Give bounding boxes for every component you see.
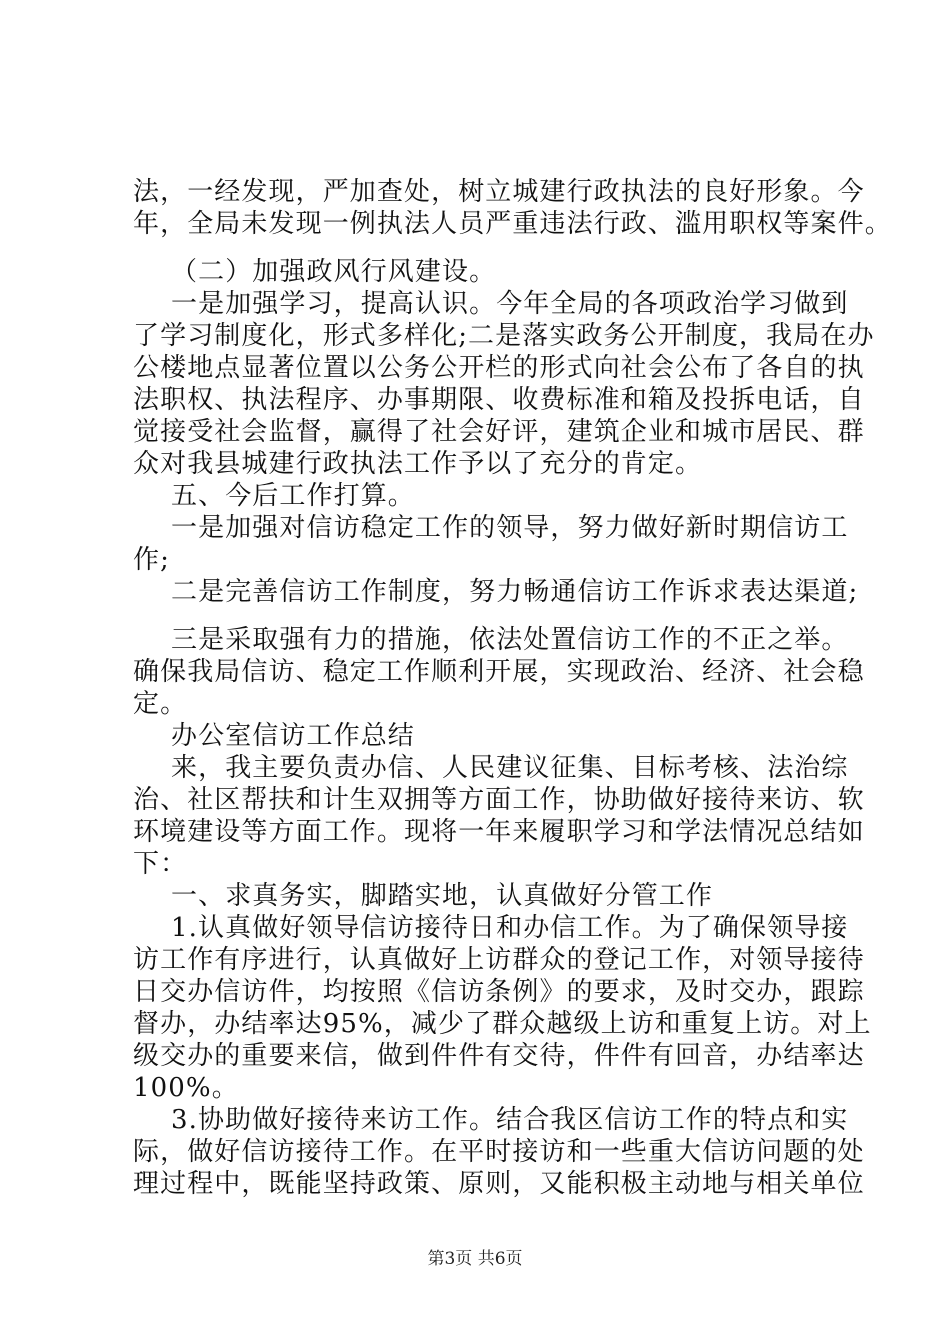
document-body [133,176,892,1200]
text-line: 公楼地点显著位置以公务公开栏的形式向社会公布了各自的执 [133,353,865,383]
text-line: 一是加强学习，提高认识。今年全局的各项政治学习做到 [171,289,849,319]
text-line: 三是采取强有力的措施，依法处置信访工作的不正之举。 [171,625,849,655]
paragraph-gap [133,608,833,624]
text-line: 下： [133,849,188,879]
text-line: 100%。 [133,1073,239,1103]
text-line: 定。 [133,689,188,719]
text-line: 环境建设等方面工作。现将一年来履职学习和学法情况总结如 [133,817,865,847]
section-title: 办公室信访工作总结 [171,721,415,751]
text-line: 治、社区帮扶和计生双拥等方面工作，协助做好接待来访、软 [133,785,865,815]
text-line: 法职权、执法程序、办事期限、收费标准和箱及投拆电话，自 [133,385,865,415]
section-heading: 五、今后工作打算。 [171,481,415,511]
text-line: 觉接受社会监督，赢得了社会好评，建筑企业和城市居民、群 [133,417,865,447]
section-heading: 一、求真务实，脚踏实地，认真做好分管工作 [171,881,714,911]
text-line: 一是加强对信访稳定工作的领导，努力做好新时期信访工 [171,513,849,543]
text-line: 督办，办结率达95%，减少了群众越级上访和重复上访。对上 [133,1009,872,1039]
text-line: 1.认真做好领导信访接待日和办信工作。为了确保领导接 [171,913,849,943]
section-heading: （二）加强政风行风建设。 [171,257,497,287]
text-line: 年，全局未发现一例执法人员严重违法行政、滥用职权等案件。 [133,209,892,239]
text-line: 访工作有序进行，认真做好上访群众的登记工作，对领导接待 [133,945,865,975]
text-line: 确保我局信访、稳定工作顺利开展，实现政治、经济、社会稳 [133,657,865,687]
page-footer: 第3页 共6页 [427,1249,523,1269]
text-line: 来，我主要负责办信、人民建议征集、目标考核、法治综 [171,753,849,783]
text-line: 3.协助做好接待来访工作。结合我区信访工作的特点和实 [171,1105,849,1135]
text-line: 众对我县城建行政执法工作予以了充分的肯定。 [133,449,703,479]
text-line: 理过程中，既能坚持政策、原则，又能积极主动地与相关单位 [133,1169,865,1199]
text-line: 日交办信访件，均按照《信访条例》的要求，及时交办，跟踪 [133,977,865,1007]
text-line: 了学习制度化，形式多样化;二是落实政务公开制度，我局在办 [133,321,875,351]
text-line: 二是完善信访工作制度，努力畅通信访工作诉求表达渠道; [171,577,859,607]
text-line: 际，做好信访接待工作。在平时接访和一些重大信访问题的处 [133,1137,865,1167]
paragraph-gap [133,240,833,256]
text-line: 级交办的重要来信，做到件件有交待，件件有回音，办结率达 [133,1041,865,1071]
text-line: 法，一经发现，严加查处，树立城建行政执法的良好形象。今 [133,177,865,207]
text-line: 作; [133,545,170,575]
